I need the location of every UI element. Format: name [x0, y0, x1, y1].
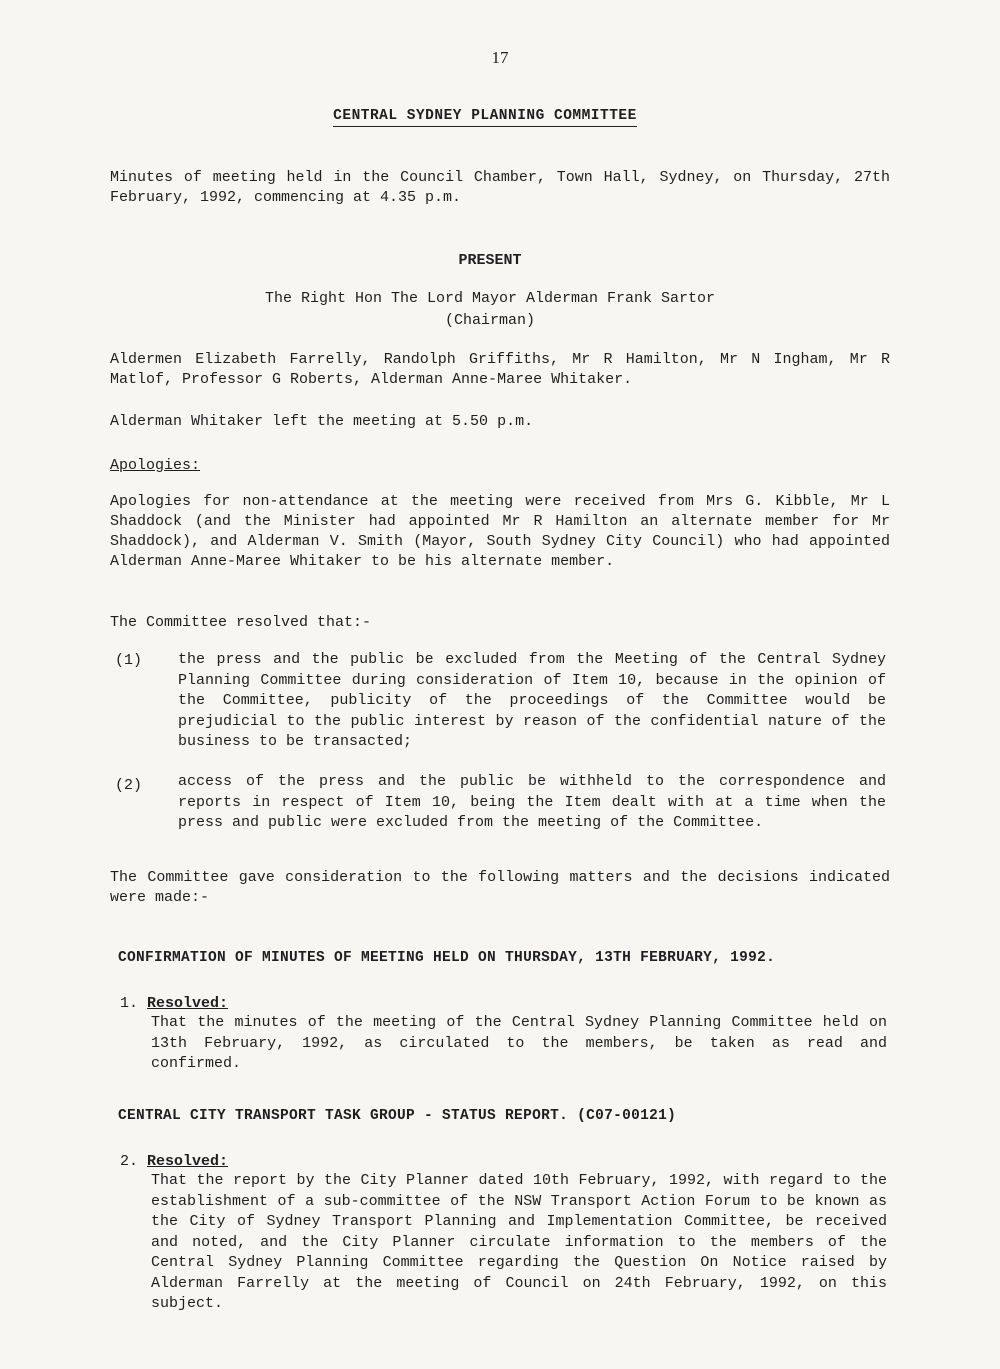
left-meeting-note: Alderman Whitaker left the meeting at 5.50 p.m. — [110, 413, 534, 430]
consideration-paragraph: The Committee gave consideration to the following matters and the decisions indicated were made:- — [110, 869, 890, 906]
item-2-text: access of the press and the public be withheld to the correspondence and reports in respect of Item 10, being the Item dealt with at a time when the press and public were excluded from the meeting of the Committee. — [178, 773, 886, 831]
intro-paragraph: Minutes of meeting held in the Council Chamber, Town Hall, Sydney, on Thursday, 27th February, 1992, commencing at 4.35 p.m. — [110, 169, 890, 206]
section-1-heading: CONFIRMATION OF MINUTES OF MEETING HELD ON THURSDAY, 13TH FEBRUARY, 1992. — [118, 950, 776, 966]
chair-line-2: (Chairman) — [444, 312, 535, 329]
chair-line-1: The Right Hon The Lord Mayor Alderman Frank Sartor — [264, 290, 716, 307]
section-2-text: That the report by the City Planner dated 10th February, 1992, with regard to the establishment of a sub-committee of the NSW Transport Action Forum to be known as the City of Sydney Transport Planning and Implementation Committee, be received and noted, and the City Planner circulate information to the members of the Central Sydney Planning Committee regarding the Question On Notice raised by Alderman Farrelly at the meeting of Council on 24th February, 1992, on this subject. — [151, 1172, 887, 1312]
page-number: 17 — [491, 48, 509, 67]
document-title — [0, 108, 970, 124]
section-2-heading: CENTRAL CITY TRANSPORT TASK GROUP - STATUS REPORT. (C07-00121) — [118, 1108, 677, 1124]
section-2-number: 2. — [120, 1153, 139, 1170]
item-1-text: the press and the public be excluded from the Meeting of the Central Sydney Planning Committee during consideration of Item 10, because in the opinion of the Committee, publicity of the proceedings of the Committee would be prejudicial to the public interest by reason of the confidential nature of the business to be transacted; — [178, 651, 886, 750]
section-2-resolution — [120, 1153, 228, 1170]
section-1-text: That the minutes of the meeting of the Central Sydney Planning Committee held on 13th February, 1992, as circulated to the members, be taken as read and confirmed. — [151, 1014, 887, 1072]
apologies-heading: Apologies: — [110, 457, 201, 474]
aldermen-paragraph: Aldermen Elizabeth Farrelly, Randolph Griffiths, Mr R Hamilton, Mr N Ingham, Mr R Matlof, Professor G Roberts, Alderman Anne-Maree Whitaker. — [110, 351, 890, 388]
apologies-paragraph: Apologies for non-attendance at the meeting were received from Mrs G. Kibble, Mr L Shaddock (and the Minister had appointed Mr R Hamilton an alternate member for Mr Shaddock), and Alderman V. Smith (Mayor, South Sydney City Council) who had appointed Alderman Anne-Maree Whitaker to be his alternate member. — [110, 493, 890, 570]
item-2-number: (2) — [115, 777, 143, 794]
item-1-number: (1) — [115, 652, 143, 669]
present-heading: PRESENT — [458, 252, 522, 269]
section-1-number: 1. — [120, 995, 139, 1012]
section-2-resolved-label: Resolved: — [147, 1153, 229, 1170]
section-1-resolution — [120, 995, 228, 1012]
resolved-intro: The Committee resolved that:- — [110, 614, 372, 631]
title-text: CENTRAL SYDNEY PLANNING COMMITTEE — [333, 108, 637, 127]
section-1-resolved-label: Resolved: — [147, 995, 229, 1012]
